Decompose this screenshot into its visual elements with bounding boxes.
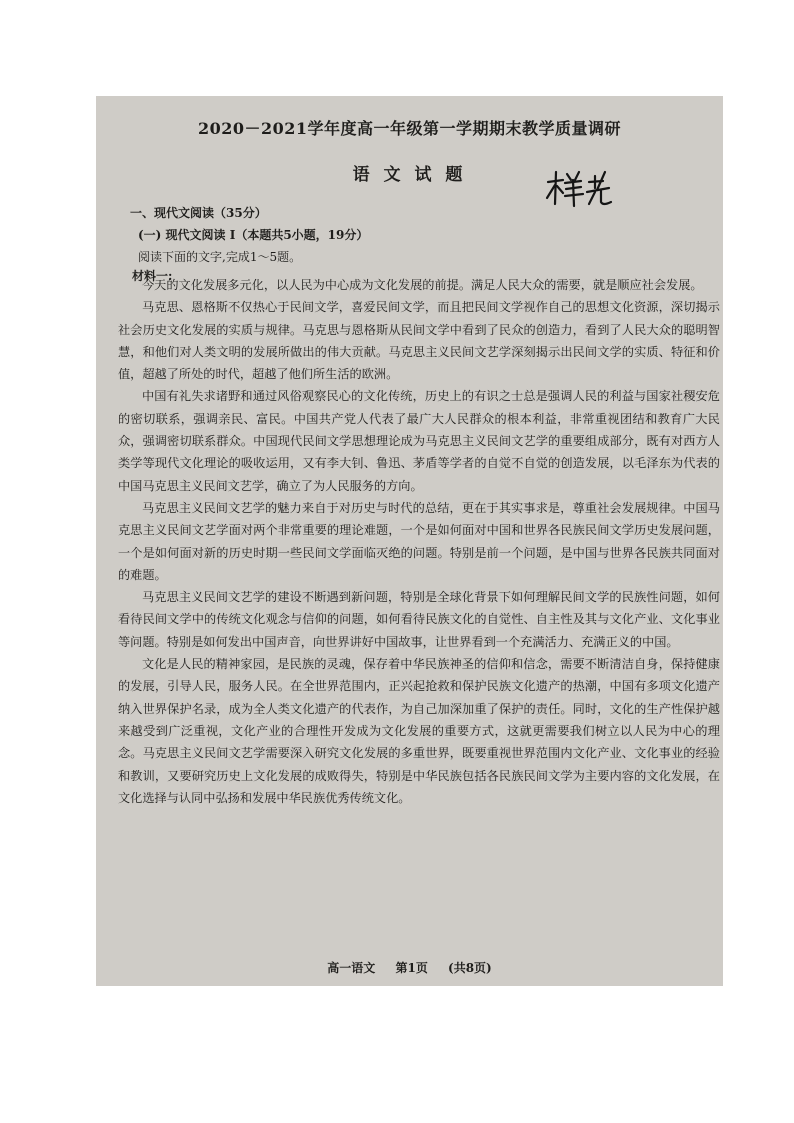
instruction-text: 阅读下面的文字,完成1～5题。: [138, 250, 302, 264]
passage-paragraph: 中国有礼失求诸野和通过风俗观察民心的文化传统，历史上的有识之士总是强调人民的利益与国家社稷安危的密切联系，强调亲民、富民。中国共产党人代表了最广大人民群众的根本利益，非常重视团结和教育广大民众，强调密切联系群众。中国现代民间文学思想理论成为马克思主义民间文艺学的重要组成部分，既有对西方人类学等现代文化理论的吸收运用，又有李大钊、鲁迅、茅盾等学者的自觉不自觉的创造发展，以毛泽东为代表的中国马克思主义民间文艺学，确立了为人民服务的方向。: [118, 389, 720, 493]
subsection-heading: (一) 现代文阅读 I（本题共5小题，19分）: [138, 228, 369, 242]
passage-paragraph: 马克思主义民间文艺学的建设不断遇到新问题，特别是全球化背景下如何理解民间文学的民族性问题，如何看待民间文学中的传统文化观念与信仰的问题，如何看待民族文化的自觉性、自主性及其与文化产业、文化事业等问题。特别是如何发出中国声音，向世界讲好中国故事，让世界看到一个充满活力、充满正义的中国。: [118, 590, 720, 649]
passage-paragraph: 文化是人民的精神家园，是民族的灵魂，保存着中华民族神圣的信仰和信念，需要不断清洁自身，保持健康的发展，引导人民，服务人民。在全世界范围内，正兴起抢救和保护民族文化遗产的热潮，中国有多项文化遗产纳入世界保护名录，成为全人类文化遗产的代表作，为自己加深加重了保护的责任。同时，文化的生产性保护越来越受到广泛重视，文化产业的合理性开发成为文化发展的重要方式，这就更需要我们树立以人民为中心的理念。马克思主义民间文艺学需要深入研究文化发展的多重世界，既要重视世界范围内文化产业、文化事业的经验和教训，又要研究历史上文化发展的成败得失，特别是中华民族包括各民族民间文学为主要内容的文化发展，在文化选择与认同中弘扬和发展中华民族优秀传统文化。: [118, 657, 720, 805]
handwritten-sample-mark: [543, 168, 623, 208]
footer-total-pages: (共8页): [448, 961, 492, 975]
exam-subtitle: 语 文 试 题: [352, 165, 467, 185]
passage-paragraph: 马克思主义民间文艺学的魅力来自于对历史与时代的总结，更在于其实事求是，尊重社会发展规律。中国马克思主义民间文艺学面对两个非常重要的理论难题，一个是如何面对中国和世界各民族民间文学历史发展问题，一个是如何面对新的历史时期一些民间文学面临灭绝的问题。特别是前一个问题，是中国与世界各民族共同面对的难题。: [118, 500, 720, 582]
passage-paragraph: 今天的文化发展多元化，以人民为中心成为文化发展的前提。满足人民大众的需要，就是顺应社会发展。: [142, 278, 703, 292]
section-heading: 一、现代文阅读（35分）: [130, 206, 267, 220]
passage-paragraph: 马克思、恩格斯不仅热心于民间文学，喜爱民间文学，而且把民间文学视作自己的思想文化资源，深切揭示社会历史文化发展的实质与规律。马克思与恩格斯从民间文学中看到了民众的创造力，看到了人民大众的聪明智慧，和他们对人类文明的发展所做出的伟大贡献。马克思主义民间文艺学深刻揭示出民间文学的实质、特征和价值，超越了所处的时代，超越了他们所生活的欧洲。: [118, 300, 720, 382]
exam-paper: [96, 96, 723, 986]
page-footer: [96, 959, 723, 976]
footer-subject: 高一语文: [327, 961, 376, 975]
exam-title: 2020－2021学年度高一年级第一学期期末教学质量调研: [197, 119, 622, 138]
material-label: 材料一:: [132, 269, 173, 283]
footer-page-number: 第1页: [395, 961, 428, 975]
reading-passage: [118, 274, 720, 809]
